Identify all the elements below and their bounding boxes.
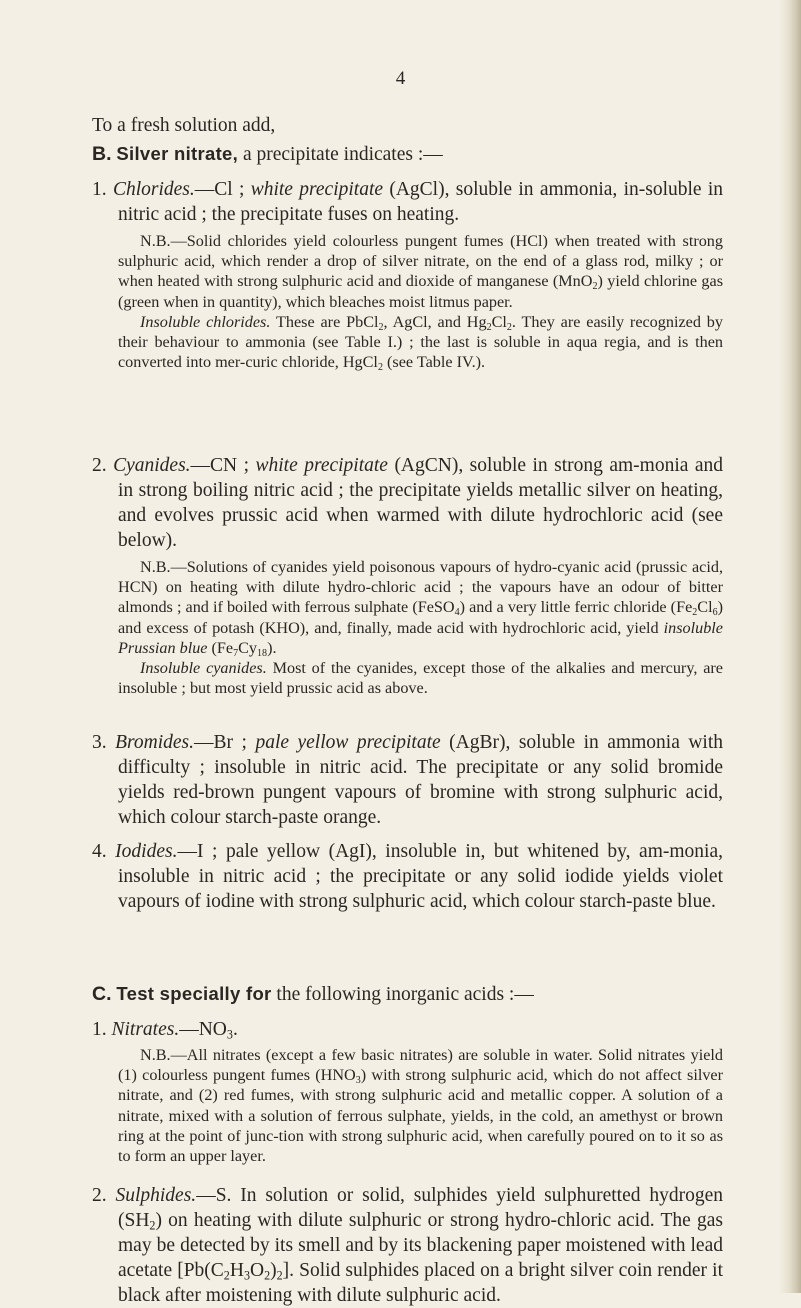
item-bromides bbox=[92, 730, 723, 830]
item-nitrates bbox=[92, 1017, 723, 1166]
item-chlorides bbox=[92, 177, 723, 372]
cyanides-insoluble: Insoluble cyanides. Most of the cyanides, except those of the alkalies and mercury, are insoluble ; but most yield prussic acid as above. bbox=[118, 659, 723, 698]
section-b-heading: B. Silver nitrate, a precipitate indicates :— bbox=[92, 143, 443, 165]
chlorides-text: 1. Chlorides.—Cl ; white precipitate (AgCl), soluble in ammonia, in-soluble in nitric acid ; the precipitate fuses on heating. bbox=[92, 179, 724, 225]
nitrates-note: N.B.—All nitrates (except a few basic nitrates) are soluble in water. Solid nitrates yield (1) colourless pungent fumes $(HNO_3)$ with strong sulphuric acid, which do not affect silver nitrate, and (2) red fumes, with strong sulphuric acid and metallic copper. A solution of a nitrate, mixed with a solution of ferrous sulphate, yields, in the cold, an amethyst or brown ring at the point of junc-tion with strong sulphuric acid, when carefully poured on to it so as to form an upper layer. bbox=[118, 1046, 723, 1166]
page-number: 4 bbox=[395, 68, 406, 89]
chlorides-note: N.B.—Solid chlorides yield colourless pungent fumes (HCl) when treated with strong sulphuric acid, which render a drop of silver nitrate, on the end of a glass rod, milky ; or when heated with strong sulphuric acid and dioxide of manganese (MnO$_2$) yield chlorine gas (green when in quantity), which bleaches moist litmus paper. bbox=[118, 232, 723, 311]
item-iodides bbox=[92, 839, 723, 914]
chlorides-insoluble: Insoluble chlorides. These are PbCl$_2$, AgCl, and $Hg_2Cl_2$. They are easily recognized by their behaviour to ammonia (see Table I.) ; the last is soluble in aqua regia, and is then converted into mer-curic chloride, HgCl$_2$ (see Table IV.). bbox=[118, 312, 723, 374]
bromides-text: 3. Bromides.—Br ; pale yellow precipitate (AgBr), soluble in ammonia with difficulty ; insoluble in nitric acid. The precipitate or any solid bromide yields red-brown pungent vapours of bromine with strong sulphuric acid, which colour starch-paste orange. bbox=[92, 732, 724, 828]
item-sulphides bbox=[92, 1183, 723, 1308]
cyanides-note: N.B.—Solutions of cyanides yield poisonous vapours of hydro-cyanic acid (prussic acid, HCN) on heating with dilute hydro-chloric acid ; the vapours have an odour of bitter almonds ; and if boiled with ferrous sulphate (FeSO$_4$) and a very little ferric chloride $(Fe_2Cl_6)$ and excess of potash (KHO), and, finally, made acid with hydrochloric acid, yield insoluble Prussian blue $(Fe_7Cy_{18})$. bbox=[118, 558, 723, 659]
page-edge-shadow bbox=[779, 0, 801, 1293]
section-c bbox=[92, 981, 723, 1007]
sulphides-text: 2. Sulphides.—S. In solution or solid, sulphides yield sulphuretted hydrogen $(SH_2)$ on heating with dilute sulphuric or strong hydro-chloric acid. The gas may be detected by its smell and by its blackening paper moistened with lead acetate $[Pb(C_2H_3O_2)_2]$. Solid sulphides placed on a bright silver coin render it black after moistening with dilute sulphuric acid. bbox=[92, 1185, 723, 1306]
intro-text: To a fresh solution add, bbox=[92, 115, 276, 136]
intro-block bbox=[92, 113, 723, 167]
cyanides-text: 2. Cyanides.—CN ; white precipitate (AgCN), soluble in strong am-monia and in strong boiling nitric acid ; the precipitate yields metallic silver on heating, and evolves prussic acid when warmed with dilute hydrochloric acid (see below). bbox=[92, 455, 724, 551]
iodides-text: 4. Iodides.—I ; pale yellow (AgI), insoluble in, but whitened by, am-monia, insoluble in nitric acid ; the precipitate or any solid iodide yields violet vapours of iodine with strong sulphuric acid, which colour starch-paste blue. bbox=[92, 841, 723, 912]
section-c-heading: C. Test specially for the following inorganic acids :— bbox=[92, 983, 534, 1005]
item-cyanides bbox=[92, 453, 723, 698]
nitrates-heading: 1. $Nitrates.—NO_3$. bbox=[92, 1019, 238, 1042]
